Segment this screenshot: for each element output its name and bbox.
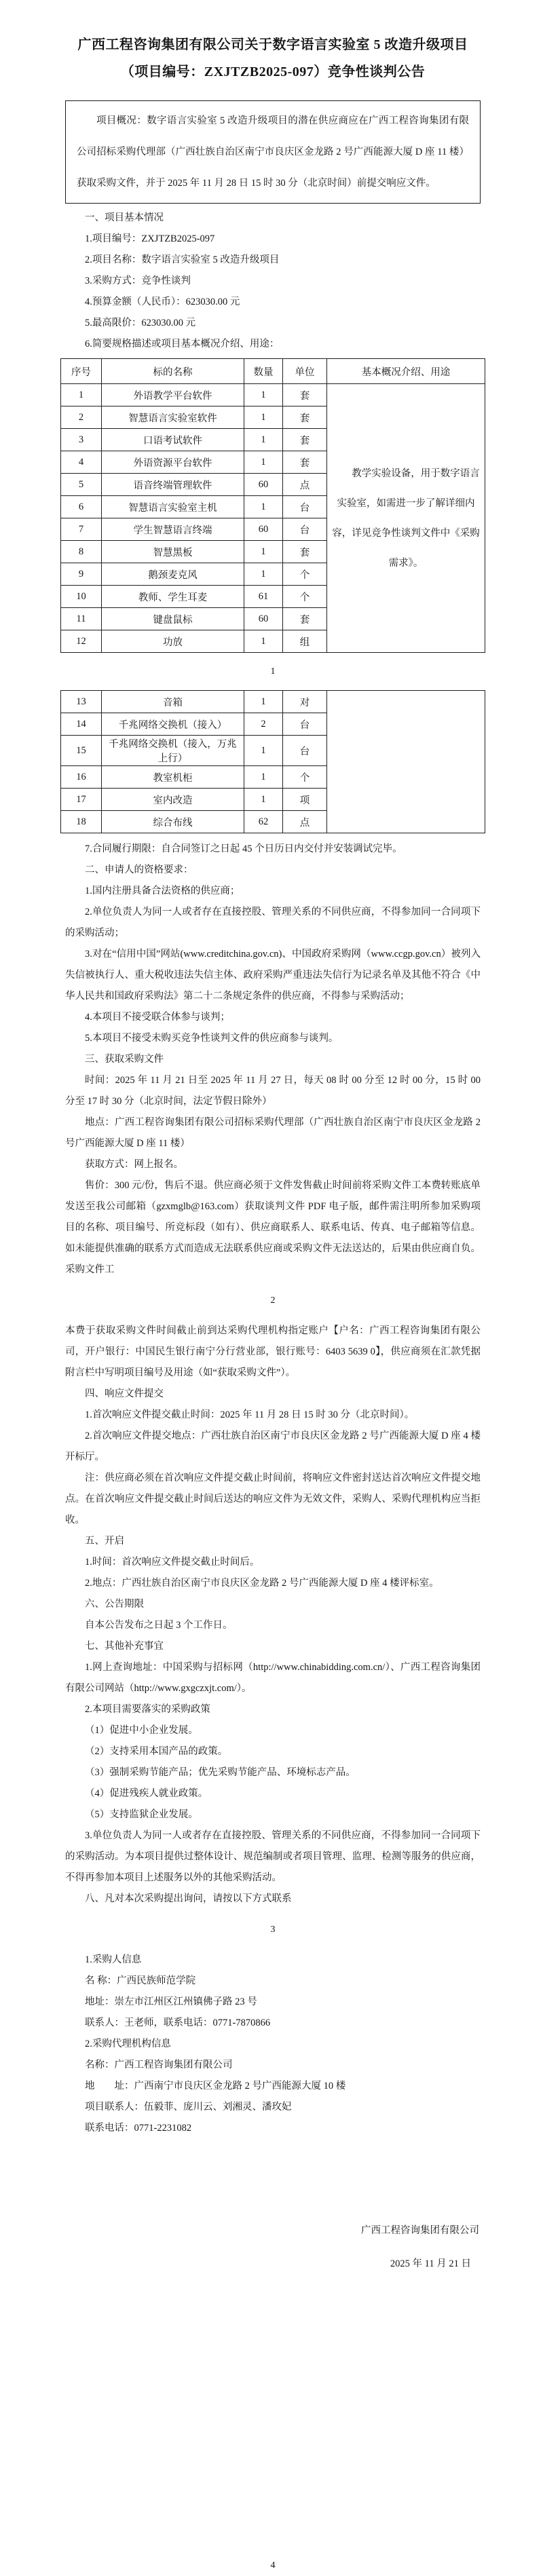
cell-name: 综合布线	[102, 811, 244, 833]
purchaser-address: 地址：崇左市江州区江州镇佛子路 23 号	[85, 1996, 257, 2007]
project-overview-box	[65, 100, 481, 204]
col-header-no: 序号	[61, 359, 102, 384]
cell-no: 15	[61, 736, 102, 766]
cell-qty: 1	[244, 789, 283, 811]
cell-unit: 套	[283, 384, 327, 406]
cell-name: 教室机柜	[102, 766, 244, 789]
policy-item: （4）促进残疾人就业政策。	[85, 1788, 208, 1799]
price-ceiling: 5.最高限价：623030.00 元	[85, 318, 196, 328]
cell-qty: 1	[244, 451, 283, 474]
cell-qty: 2	[244, 713, 283, 736]
cell-name: 学生智慧语言终端	[102, 518, 244, 541]
cell-unit: 台	[283, 518, 327, 541]
submission-note: 注：供应商必须在首次响应文件提交截止时间前，将响应文件密封送达首次响应文件提交地点。在首次响应文件提交截止时间后送达的响应文件为无效文件，采购人、采购代理机构应当拒收。	[65, 1473, 481, 1526]
submission-place: 2.首次响应文件提交地点：广西壮族自治区南宁市良庆区金龙路 2 号广西能源大厦 D 座 4 楼开标厅。	[65, 1431, 481, 1462]
cell-name: 智慧黑板	[102, 541, 244, 563]
cell-qty: 62	[244, 811, 283, 833]
restriction-text: 3.单位负责人为同一人或者存在直接控股、管理关系的不同供应商，不得参加同一合同项下的采购活动。为本项目提供过整体设计、规范编制或者项目管理、监理、检测等服务的供应商，不得再参加本项目上述服务以外的其他采购活动。	[65, 1830, 481, 1883]
agency-contacts: 项目联系人：伍毅菲、庞川云、刘湘灵、潘玫妃	[85, 2102, 292, 2113]
title-line-1: 广西工程咨询集团有限公司关于数字语言实验室 5 改造升级项目	[77, 37, 468, 52]
qualification-item: 2.单位负责人为同一人或者存在直接控股、管理关系的不同供应商，不得参加同一合同项下的采购活动；	[65, 907, 481, 939]
cell-no: 8	[61, 541, 102, 563]
cell-qty: 1	[244, 429, 283, 451]
submission-deadline: 1.首次响应文件提交截止时间：2025 年 11 月 28 日 15 时 30 分（北京时间）。	[85, 1409, 415, 1420]
cell-name: 千兆网络交换机（接入）	[102, 713, 244, 736]
obtain-time: 时间：2025 年 11 月 21 日至 2025 年 11 月 27 日，每天 08 时 00 分至 12 时 00 分，15 时 00 分至 17 时 30 分（北京时间，法定节假日除外）	[65, 1075, 481, 1107]
cell-name: 智慧语言实验室主机	[102, 496, 244, 518]
cell-unit: 套	[283, 608, 327, 630]
cell-name: 功放	[102, 630, 244, 653]
document-content	[65, 31, 481, 2576]
policy-heading: 2.本项目需要落实的采购政策	[85, 1704, 210, 1715]
qualification-item: 5.本项目不接受未购买竞争性谈判文件的供应商参与谈判。	[85, 1033, 339, 1044]
signature-date: 2025 年 11 月 21 日	[390, 2258, 471, 2269]
cell-unit: 台	[283, 736, 327, 766]
agency-tel: 联系电话：0771-2231082	[85, 2123, 192, 2134]
obtain-price-part2: 本费于获取采购文件时间截止前到达采购代理机构指定账户【户名：广西工程咨询集团有限公司，开户银行：中国民生银行南宁分行营业部，银行账号：6403 5639 0】，供应商须在汇款凭据附言栏中写明项目编号及用途（如“获取采购文件”）。	[65, 1325, 481, 1378]
cell-no: 11	[61, 608, 102, 630]
qualification-item: 1.国内注册具备合法资格的供应商；	[85, 886, 240, 896]
section-5-heading: 五、开启	[85, 1536, 124, 1547]
section-6-heading: 六、公告期限	[85, 1599, 144, 1610]
cell-no: 6	[61, 496, 102, 518]
policy-item: （1）促进中小企业发展。	[85, 1725, 198, 1736]
cell-qty: 1	[244, 736, 283, 766]
table-header-row	[61, 359, 485, 384]
cell-name: 音箱	[102, 691, 244, 713]
cell-qty: 1	[244, 563, 283, 586]
cell-name: 外语资源平台软件	[102, 451, 244, 474]
cell-qty: 60	[244, 518, 283, 541]
col-header-qty: 数量	[244, 359, 283, 384]
cell-no: 1	[61, 384, 102, 406]
cell-no: 9	[61, 563, 102, 586]
agency-heading: 2.采购代理机构信息	[85, 2039, 171, 2049]
cell-no: 13	[61, 691, 102, 713]
cell-unit: 台	[283, 496, 327, 518]
purchaser-name: 名 称：广西民族师范学院	[85, 1975, 196, 1986]
opening-time: 1.时间：首次响应文件提交截止时间后。	[85, 1557, 260, 1568]
page-number-4: 4	[270, 2560, 276, 2571]
section-8-heading: 八、凡对本次采购提出询问，请按以下方式联系	[85, 1893, 292, 1904]
agency-address: 地 址：广西南宁市良庆区金龙路 2 号广西能源大厦 10 楼	[85, 2081, 346, 2091]
cell-unit: 套	[283, 541, 327, 563]
cell-unit: 个	[283, 766, 327, 789]
cell-name: 千兆网络交换机（接入，万兆上行）	[102, 736, 244, 766]
cell-name: 室内改造	[102, 789, 244, 811]
cell-no: 7	[61, 518, 102, 541]
cell-qty: 60	[244, 474, 283, 496]
cell-no: 5	[61, 474, 102, 496]
cell-name: 教师、学生耳麦	[102, 586, 244, 608]
project-overview-text: 项目概况：数字语言实验室 5 改造升级项目的潜在供应商应在广西工程咨询集团有限公司招标采购代理部（广西壮族自治区南宁市良庆区金龙路 2 号广西能源大厦 D 座 11 楼）获取采购文件，并于 2025 年 11 月 28 日 15 时 30 分（北京时间）前提交响应文件。	[77, 115, 469, 189]
obtain-method: 获取方式：网上报名。	[85, 1159, 183, 1170]
table-row	[61, 691, 485, 713]
online-query-address: 1.网上查询地址：中国采购与招标网（http://www.chinabidding.com.cn/）、广西工程咨询集团有限公司网站（http://www.gxgczxjt.com/）。	[65, 1662, 481, 1694]
cell-no: 16	[61, 766, 102, 789]
qualification-item: 3.对在“信用中国”网站(www.creditchina.gov.cn)、中国政府采购网（www.ccgp.gov.cn）被列入失信被执行人、重大税收违法失信主体、政府采购严重违法失信行为记录名单及其他不符合《中华人民共和国政府采购法》第二十二条规定条件的供应商，不得参与采购活动；	[65, 949, 481, 1002]
title-line-2: （项目编号：ZXJTZB2025-097）竞争性谈判公告	[120, 64, 426, 79]
page-number-2: 2	[270, 1295, 276, 1306]
cell-qty: 1	[244, 691, 283, 713]
cell-unit: 点	[283, 811, 327, 833]
opening-place: 2.地点：广西壮族自治区南宁市良庆区金龙路 2 号广西能源大厦 D 座 4 楼评标室。	[85, 1578, 439, 1589]
spec-intro-line: 6.简要规格描述或项目基本概况介绍、用途：	[85, 339, 280, 349]
page-title	[65, 31, 481, 86]
cell-name: 外语教学平台软件	[102, 384, 244, 406]
section-1-heading: 一、项目基本情况	[85, 212, 164, 223]
cell-unit: 套	[283, 429, 327, 451]
cell-no: 14	[61, 713, 102, 736]
agency-name: 名称：广西工程咨询集团有限公司	[85, 2060, 233, 2070]
cell-unit: 项	[283, 789, 327, 811]
section-3-heading: 三、获取采购文件	[85, 1054, 164, 1065]
cell-unit: 套	[283, 406, 327, 429]
obtain-place: 地点：广西工程咨询集团有限公司招标采购代理部（广西壮族自治区南宁市良庆区金龙路 2 号广西能源大厦 D 座 11 楼）	[65, 1117, 481, 1149]
cell-qty: 60	[244, 608, 283, 630]
contract-period: 7.合同履行期限：自合同签订之日起 45 个日历日内交付并安装调试完毕。	[85, 844, 402, 854]
purchaser-contact: 联系人：王老师，联系电话：0771-7870866	[85, 2018, 271, 2028]
project-name: 2.项目名称：数字语言实验室 5 改造升级项目	[85, 254, 280, 265]
cell-unit: 台	[283, 713, 327, 736]
cell-unit: 套	[283, 451, 327, 474]
cell-no: 4	[61, 451, 102, 474]
cell-name: 鹅颈麦克风	[102, 563, 244, 586]
cell-qty: 61	[244, 586, 283, 608]
cell-qty: 1	[244, 766, 283, 789]
col-header-unit: 单位	[283, 359, 327, 384]
section-7-heading: 七、其他补充事宜	[85, 1641, 164, 1652]
cell-unit: 个	[283, 586, 327, 608]
items-description-cell: 教学实验设备，用于数字语言实验室，如需进一步了解详细内容，详见竞争性谈判文件中《采购需求》。	[327, 384, 485, 653]
table-row	[61, 384, 485, 406]
cell-unit: 点	[283, 474, 327, 496]
cell-name: 键盘鼠标	[102, 608, 244, 630]
cell-name: 口语考试软件	[102, 429, 244, 451]
section-2-heading: 二、申请人的资格要求：	[85, 865, 193, 875]
obtain-price-part1: 售价：300 元/份，售后不退。供应商必须于文件发售截止时间前将采购文件工本费转账底单发送至我公司邮箱（gzxmglb@163.com）获取谈判文件 PDF 电子版，邮件需注明所参加采购项目的名称、项目编号、所竞标段（如有）、供应商联系人、联系电话、传真、电子邮箱等信息。如未能提供准确的联系方式而造成无法联系供应商或采购文件无法送达的，后果由供应商自负。采购文件工	[65, 1180, 481, 1275]
project-number: 1.项目编号：ZXJTZB2025-097	[85, 233, 215, 244]
cell-qty: 1	[244, 541, 283, 563]
cell-no: 2	[61, 406, 102, 429]
cell-unit: 组	[283, 630, 327, 653]
procurement-method: 3.采购方式：竞争性谈判	[85, 276, 191, 286]
cell-unit: 个	[283, 563, 327, 586]
cell-qty: 1	[244, 496, 283, 518]
page-number-3: 3	[270, 1925, 276, 1935]
cell-no: 17	[61, 789, 102, 811]
col-header-name: 标的名称	[102, 359, 244, 384]
items-table-part1	[60, 358, 485, 653]
items-description-cell-empty	[327, 691, 485, 833]
cell-no: 10	[61, 586, 102, 608]
policy-item: （5）支持监狱企业发展。	[85, 1809, 198, 1820]
announcement-period-text: 自本公告发布之日起 3 个工作日。	[85, 1620, 233, 1631]
col-header-desc: 基本概况介绍、用途	[327, 359, 485, 384]
cell-qty: 1	[244, 630, 283, 653]
cell-no: 18	[61, 811, 102, 833]
cell-name: 语音终端管理软件	[102, 474, 244, 496]
purchaser-heading: 1.采购人信息	[85, 1954, 142, 1965]
signature-company: 广西工程咨询集团有限公司	[361, 2225, 479, 2236]
cell-name: 智慧语言实验室软件	[102, 406, 244, 429]
items-table-part2	[60, 690, 485, 833]
cell-unit: 对	[283, 691, 327, 713]
policy-item: （3）强制采购节能产品；优先采购节能产品、环境标志产品。	[85, 1767, 356, 1778]
page-number-1: 1	[270, 666, 276, 677]
qualification-item: 4.本项目不接受联合体参与谈判；	[85, 1012, 230, 1023]
cell-qty: 1	[244, 384, 283, 406]
cell-qty: 1	[244, 406, 283, 429]
cell-no: 3	[61, 429, 102, 451]
budget-amount: 4.预算金额（人民币）：623030.00 元	[85, 297, 240, 307]
policy-item: （2）支持采用本国产品的政策。	[85, 1746, 228, 1757]
cell-no: 12	[61, 630, 102, 653]
section-4-heading: 四、响应文件提交	[85, 1388, 164, 1399]
